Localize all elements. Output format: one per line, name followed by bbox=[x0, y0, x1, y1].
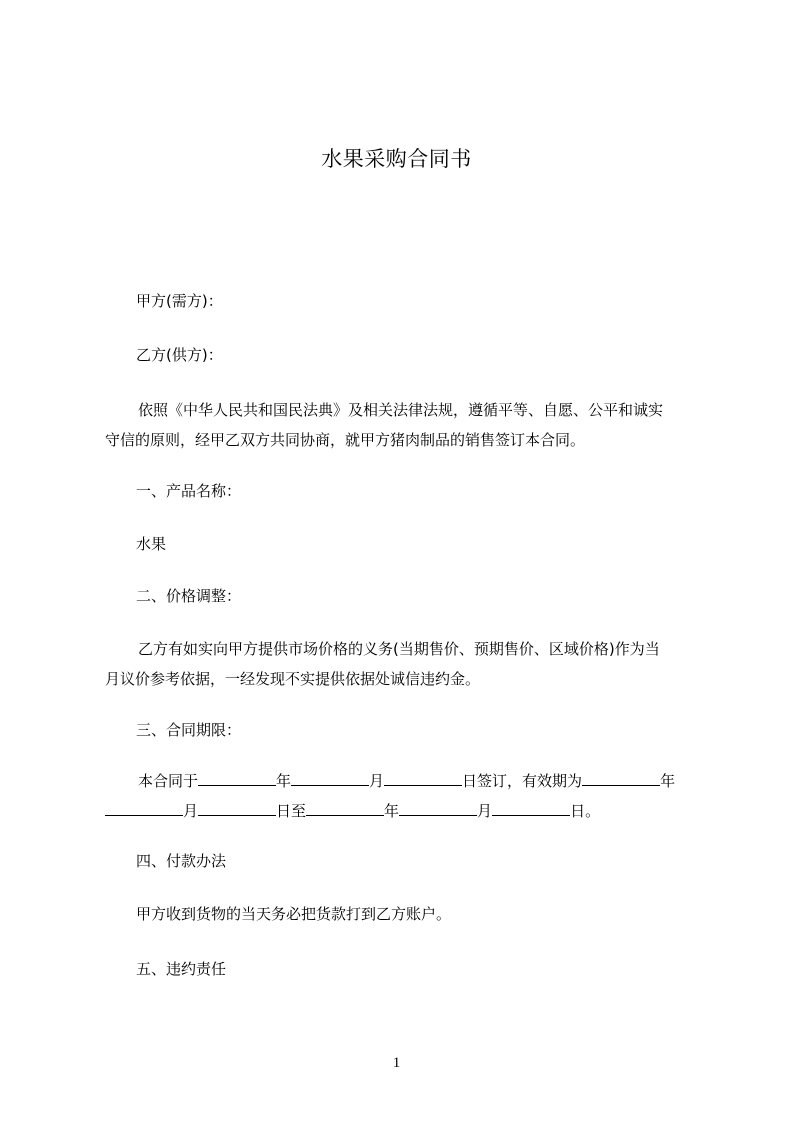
party-b-label: 乙方(供方)： bbox=[136, 346, 223, 364]
term-prefix: 本合同于 bbox=[138, 772, 199, 790]
end-month-blank bbox=[399, 801, 477, 816]
start-month-blank bbox=[105, 801, 183, 816]
term-to-label: 日至 bbox=[276, 802, 307, 820]
section-4-heading: 四、付款办法 bbox=[136, 852, 227, 870]
section-2-line-2: 月议价参考依据，一经发现不实提供依据处诚信违约金。 bbox=[105, 670, 481, 688]
contract-term-line-1 bbox=[105, 766, 705, 796]
section-1-heading: 一、产品名称： bbox=[136, 482, 242, 500]
term-start-month-label: 月 bbox=[183, 802, 199, 820]
term-end-day-label: 日。 bbox=[570, 802, 601, 820]
section-2-heading: 二、价格调整： bbox=[136, 587, 242, 605]
term-end-year-label: 年 bbox=[384, 802, 400, 820]
intro-line-2: 守信的原则，经甲乙双方共同协商，就甲方猪肉制品的销售签订本合同。 bbox=[105, 431, 586, 449]
party-a-label: 甲方(需方)： bbox=[136, 292, 223, 310]
document-title: 水果采购合同书 bbox=[321, 147, 472, 171]
contract-term-line-2 bbox=[105, 796, 705, 826]
intro-line-1: 依照《中华人民共和国民法典》及相关法律法规，遵循平等、自愿、公平和诚实 bbox=[138, 401, 664, 419]
term-month-label: 月 bbox=[369, 772, 385, 790]
signed-month-blank bbox=[291, 771, 369, 786]
end-year-blank bbox=[306, 801, 384, 816]
section-3-paragraph bbox=[105, 766, 705, 826]
end-day-blank bbox=[492, 801, 570, 816]
section-5-heading: 五、违约责任 bbox=[136, 960, 227, 978]
section-2-line-1: 乙方有如实向甲方提供市场价格的义务(当期售价、预期售价、区域价格)作为当 bbox=[138, 640, 660, 658]
signed-day-blank bbox=[384, 771, 462, 786]
term-end-month-label: 月 bbox=[477, 802, 493, 820]
start-day-blank bbox=[198, 801, 276, 816]
signed-year-blank bbox=[198, 771, 276, 786]
term-start-year-label: 年 bbox=[660, 772, 676, 790]
section-3-heading: 三、合同期限： bbox=[136, 721, 242, 739]
term-year-label: 年 bbox=[276, 772, 292, 790]
intro-paragraph bbox=[105, 395, 705, 455]
term-signed-label: 日签订，有效期为 bbox=[462, 772, 583, 790]
section-2-paragraph bbox=[105, 634, 705, 694]
section-4-body: 甲方收到货物的当天务必把货款打到乙方账户。 bbox=[136, 905, 452, 923]
section-1-body: 水果 bbox=[136, 535, 167, 553]
start-year-blank bbox=[582, 771, 660, 786]
page-number: 1 bbox=[392, 1055, 401, 1071]
